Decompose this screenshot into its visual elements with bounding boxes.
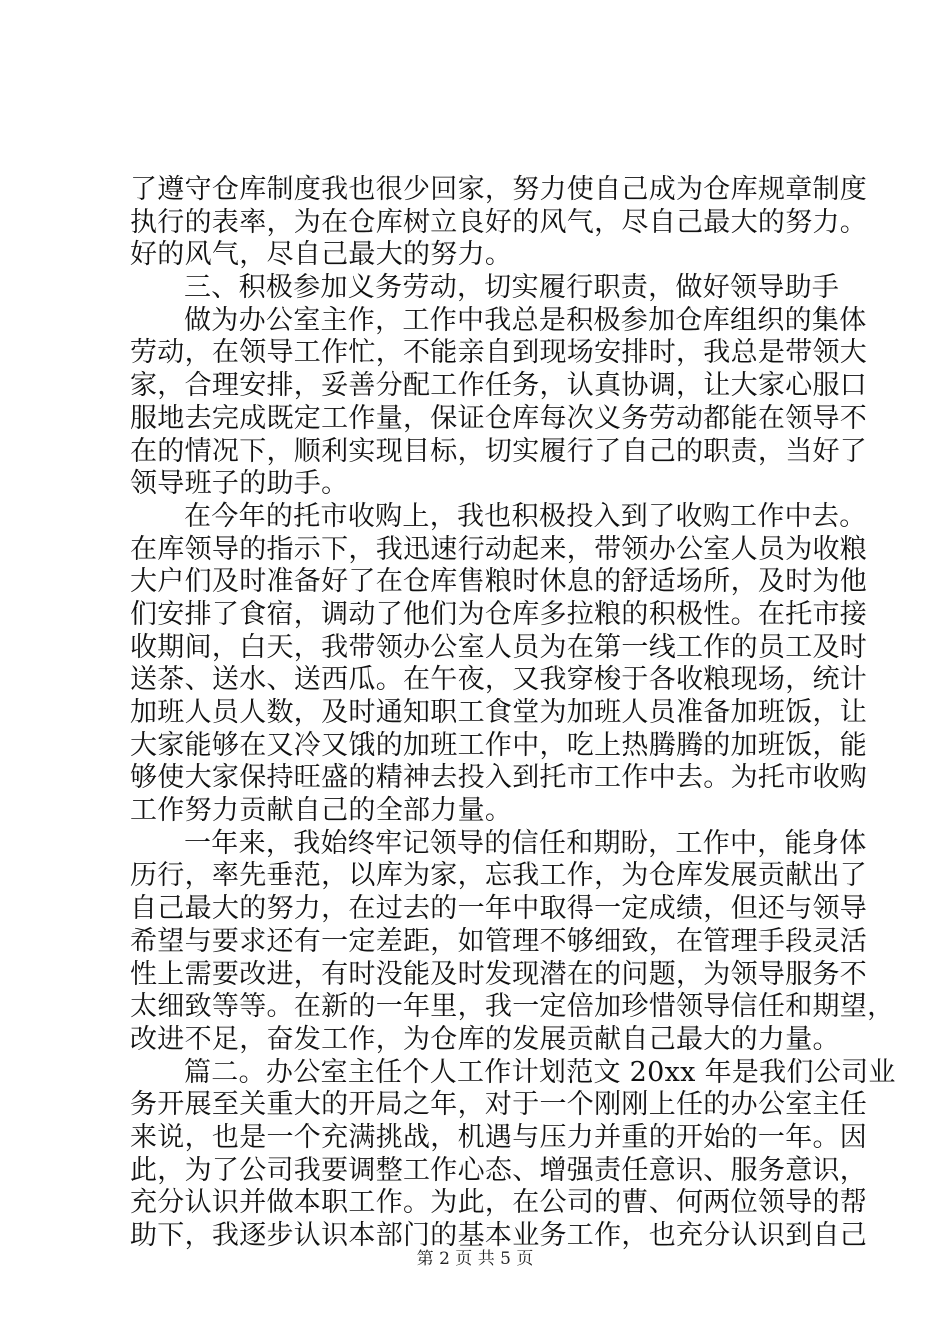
text-line: 充分认识并做本职工作。为此，在公司的曹、何两位领导的帮 — [130, 1187, 868, 1219]
text-line: 在的情况下，顺利实现目标，切实履行了自己的职责，当好了 — [130, 435, 868, 467]
text-line: 收期间，白天，我带领办公室人员为在第一线工作的员工及时 — [130, 631, 868, 663]
text-line: 好的风气，尽自己最大的努力。 — [130, 239, 513, 271]
text-line: 此，为了公司我要调整工作心态、增强责任意识、服务意识， — [130, 1154, 868, 1186]
text-line: 希望与要求还有一定差距，如管理不够细致，在管理手段灵活 — [130, 925, 868, 957]
text-line: 加班人员人数，及时通知职工食堂为加班人员准备加班饭，让 — [130, 697, 868, 728]
text-line: 家，合理安排，妥善分配工作任务，认真协调，让大家心服口 — [130, 370, 868, 402]
text-line: 一年来，我始终牢记领导的信任和期盼，工作中，能身体 — [184, 827, 867, 859]
text-line: 性上需要改进，有时没能及时发现潜在的问题，为领导服务不 — [130, 958, 868, 990]
text-line: 大家能够在又冷又饿的加班工作中，吃上热腾腾的加班饭，能 — [130, 729, 868, 761]
text-line: 太细致等等。在新的一年里，我一定倍加珍惜领导信任和期望， — [130, 991, 895, 1023]
text-line: 篇二。办公室主任个人工作计划范文 20xx 年是我们公司业 — [184, 1056, 896, 1088]
text-line: 够使大家保持旺盛的精神去投入到托市工作中去。为托市收购 — [130, 762, 868, 794]
text-line: 执行的表率，为在仓库树立良好的风气，尽自己最大的努力。 — [130, 206, 868, 238]
text-line: 送茶、送水、送西瓜。在午夜，又我穿梭于各收粮现场，统计 — [130, 664, 868, 696]
text-line: 三、积极参加义务劳动，切实履行职责，做好领导助手 — [184, 272, 840, 304]
text-line: 历行，率先垂范，以库为家，忘我工作，为仓库发展贡献出了 — [130, 860, 868, 892]
text-line: 大户们及时准备好了在仓库售粮时休息的舒适场所，及时为他 — [130, 566, 868, 598]
text-line: 自己最大的努力，在过去的一年中取得一定成绩，但还与领导 — [130, 893, 868, 925]
text-line: 们安排了食宿，调动了他们为仓库多拉粮的积极性。在托市接 — [130, 598, 868, 630]
text-line: 做为办公室主作，工作中我总是积极参加仓库组织的集体 — [184, 304, 867, 336]
text-line: 来说，也是一个充满挑战，机遇与压力并重的开始的一年。因 — [130, 1121, 868, 1153]
text-line: 工作努力贡献自己的全部力量。 — [130, 795, 513, 827]
document-body — [130, 174, 896, 1253]
text-line: 服地去完成既定工作量，保证仓库每次义务劳动都能在领导不 — [130, 402, 868, 434]
text-line: 在今年的托市收购上，我也积极投入到了收购工作中去。 — [184, 500, 867, 532]
text-line: 改进不足，奋发工作，为仓库的发展贡献自己最大的力量。 — [130, 1023, 840, 1055]
text-line: 助下，我逐步认识本部门的基本业务工作，也充分认识到自己 — [130, 1220, 868, 1251]
page-footer: 第 2 页 共 5 页 — [416, 1249, 534, 1269]
text-line: 了遵守仓库制度我也很少回家，努力使自己成为仓库规章制度 — [130, 174, 868, 205]
text-line: 劳动，在领导工作忙，不能亲自到现场安排时，我总是带领大 — [130, 337, 868, 369]
text-line: 务开展至关重大的开局之年，对于一个刚刚上任的办公室主任 — [130, 1089, 868, 1121]
text-line: 领导班子的助手。 — [130, 468, 349, 500]
text-line: 在库领导的指示下，我迅速行动起来，带领办公室人员为收粮 — [130, 533, 868, 565]
